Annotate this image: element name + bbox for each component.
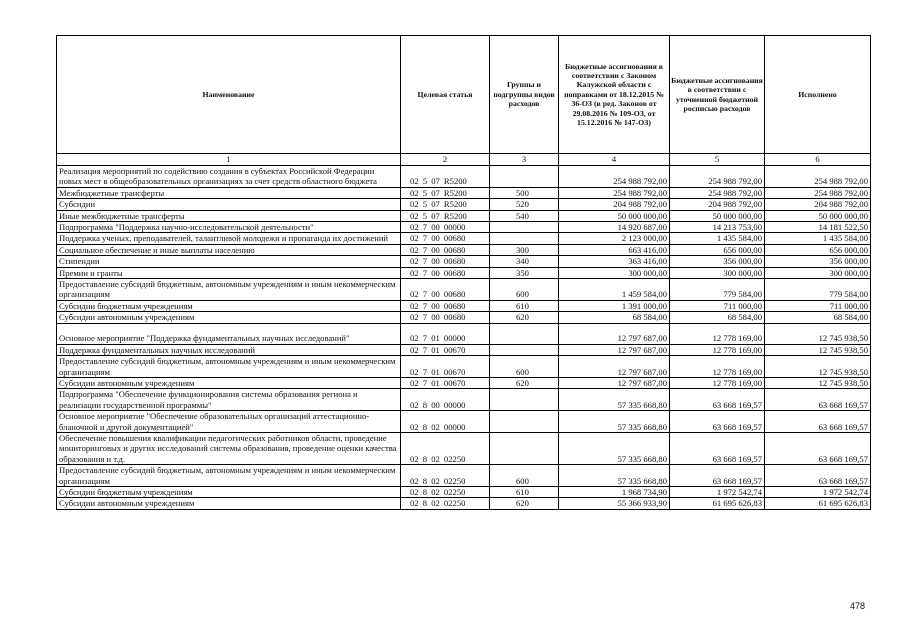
row-expense-group	[490, 166, 559, 188]
row-expense-group	[490, 323, 559, 344]
row-executed-amount: 356 000,00	[765, 256, 871, 267]
row-expense-group	[490, 432, 559, 464]
row-schedule-amount: 1 435 584,00	[670, 233, 765, 244]
row-target-article: 02 5 07 R5200	[401, 187, 490, 198]
row-executed-amount: 12 745 938,50	[765, 323, 871, 344]
column-number: 2	[401, 154, 490, 166]
column-number: 3	[490, 154, 559, 166]
row-executed-amount: 63 668 169,57	[765, 389, 871, 411]
row-name: Предоставление субсидий бюджетным, автономным учреждениям и иным некоммерческим организациям	[57, 465, 401, 487]
row-executed-amount: 300 000,00	[765, 267, 871, 278]
header-executed: Исполнено	[765, 36, 871, 154]
row-executed-amount: 1 435 584,00	[765, 233, 871, 244]
row-executed-amount: 656 000,00	[765, 244, 871, 255]
table-row	[57, 432, 871, 464]
row-schedule-amount: 63 668 169,57	[670, 465, 765, 487]
table-row	[57, 233, 871, 244]
row-law-amount: 57 335 668,80	[559, 389, 670, 411]
table-row	[57, 323, 871, 344]
row-name: Стипендии	[57, 256, 401, 267]
row-target-article: 02 7 00 00680	[401, 279, 490, 301]
header-name: Наименование	[57, 36, 401, 154]
row-name: Субсидии автономным учреждениям	[57, 377, 401, 388]
row-schedule-amount: 656 000,00	[670, 244, 765, 255]
row-expense-group: 350	[490, 267, 559, 278]
table-row	[57, 210, 871, 221]
table-row	[57, 199, 871, 210]
row-expense-group	[490, 344, 559, 355]
row-expense-group: 520	[490, 199, 559, 210]
row-target-article: 02 8 00 00000	[401, 389, 490, 411]
row-name: Социальное обеспечение и иные выплаты населению	[57, 244, 401, 255]
row-expense-group	[490, 411, 559, 433]
row-name: Подпрограмма "Обеспечение функционирования системы образования региона и реализации государственной программы"	[57, 389, 401, 411]
table-row	[57, 187, 871, 198]
row-executed-amount: 50 000 000,00	[765, 210, 871, 221]
row-schedule-amount: 1 972 542,74	[670, 486, 765, 497]
row-schedule-amount: 63 668 169,57	[670, 432, 765, 464]
row-schedule-amount: 12 778 169,00	[670, 323, 765, 344]
row-expense-group: 340	[490, 256, 559, 267]
row-executed-amount: 254 988 792,00	[765, 187, 871, 198]
row-law-amount: 14 920 687,00	[559, 222, 670, 233]
table-body	[57, 166, 871, 510]
row-executed-amount: 12 745 938,50	[765, 344, 871, 355]
row-law-amount: 254 988 792,00	[559, 187, 670, 198]
header-row	[57, 36, 871, 154]
row-target-article: 02 7 00 00000	[401, 222, 490, 233]
row-name: Основное мероприятие "Обеспечение образовательных организаций аттестационно-бланочной и другой документацией"	[57, 411, 401, 433]
table-row	[57, 279, 871, 301]
table-row	[57, 411, 871, 433]
row-name: Поддержка фундаментальных научных исследований	[57, 344, 401, 355]
row-target-article: 02 8 02 00000	[401, 411, 490, 433]
row-executed-amount: 63 668 169,57	[765, 465, 871, 487]
row-executed-amount: 254 988 792,00	[765, 166, 871, 188]
row-law-amount: 12 797 687,00	[559, 323, 670, 344]
row-name: Иные межбюджетные трансферты	[57, 210, 401, 221]
row-law-amount: 57 335 668,80	[559, 411, 670, 433]
row-law-amount: 12 797 687,00	[559, 344, 670, 355]
row-law-amount: 50 000 000,00	[559, 210, 670, 221]
table-row	[57, 244, 871, 255]
row-target-article: 02 8 02 02250	[401, 465, 490, 487]
row-expense-group: 620	[490, 312, 559, 323]
row-executed-amount: 779 584,00	[765, 279, 871, 301]
row-name: Субсидии	[57, 199, 401, 210]
table-row	[57, 389, 871, 411]
row-law-amount: 1 968 734,90	[559, 486, 670, 497]
row-law-amount: 300 000,00	[559, 267, 670, 278]
row-target-article: 02 5 07 R5200	[401, 199, 490, 210]
row-law-amount: 12 797 687,00	[559, 377, 670, 388]
budget-table	[56, 35, 871, 510]
row-executed-amount: 61 695 626,83	[765, 498, 871, 509]
row-law-amount: 663 416,00	[559, 244, 670, 255]
row-schedule-amount: 68 584,00	[670, 312, 765, 323]
row-name: Межбюджетные трансферты	[57, 187, 401, 198]
row-name: Поддержка ученых, преподавателей, талантливой молодежи и пропаганда их достижений	[57, 233, 401, 244]
row-executed-amount: 204 988 792,00	[765, 199, 871, 210]
row-name: Субсидии бюджетным учреждениям	[57, 300, 401, 311]
table-row	[57, 377, 871, 388]
row-executed-amount: 68 584,00	[765, 312, 871, 323]
row-expense-group: 600	[490, 465, 559, 487]
row-executed-amount: 12 745 938,50	[765, 356, 871, 378]
row-schedule-amount: 254 988 792,00	[670, 166, 765, 188]
header-expense-groups: Группы и подгруппы видов расходов	[490, 36, 559, 154]
row-schedule-amount: 254 988 792,00	[670, 187, 765, 198]
row-name: Обеспечение повышения квалификации педагогических работников области, проведение мониторинговых и других исследований системы образования, проведение оценки качества образования и т.д.	[57, 432, 401, 464]
row-target-article: 02 7 01 00670	[401, 344, 490, 355]
row-expense-group	[490, 222, 559, 233]
row-target-article: 02 5 07 R5200	[401, 166, 490, 188]
row-target-article: 02 7 00 00680	[401, 267, 490, 278]
row-name: Субсидии автономным учреждениям	[57, 312, 401, 323]
row-name: Реализация мероприятий по содействию создания в субъектах Российской Федерации новых мест в общеобразовательных организациях за счет средств областного бюджета	[57, 166, 401, 188]
row-name: Премии и гранты	[57, 267, 401, 278]
header-schedule-allocations: Бюджетные ассигнования в соответствии с уточненной бюджетной росписью расходов	[670, 36, 765, 154]
row-target-article: 02 7 01 00670	[401, 356, 490, 378]
row-target-article: 02 7 00 00680	[401, 312, 490, 323]
row-target-article: 02 7 00 00680	[401, 300, 490, 311]
table-row	[57, 344, 871, 355]
row-law-amount: 12 797 687,00	[559, 356, 670, 378]
row-expense-group: 300	[490, 244, 559, 255]
table-row	[57, 312, 871, 323]
row-law-amount: 204 988 792,00	[559, 199, 670, 210]
row-law-amount: 57 335 668,80	[559, 432, 670, 464]
row-law-amount: 2 123 000,00	[559, 233, 670, 244]
header-target-article: Целевая статья	[401, 36, 490, 154]
row-law-amount: 363 416,00	[559, 256, 670, 267]
column-number: 6	[765, 154, 871, 166]
row-schedule-amount: 356 000,00	[670, 256, 765, 267]
row-schedule-amount: 12 778 169,00	[670, 377, 765, 388]
table-row	[57, 256, 871, 267]
row-executed-amount: 1 972 542,74	[765, 486, 871, 497]
row-target-article: 02 8 02 02250	[401, 486, 490, 497]
row-law-amount: 254 988 792,00	[559, 166, 670, 188]
column-number: 5	[670, 154, 765, 166]
row-expense-group	[490, 389, 559, 411]
table-row	[57, 486, 871, 497]
row-expense-group: 610	[490, 300, 559, 311]
row-expense-group: 540	[490, 210, 559, 221]
row-schedule-amount: 779 584,00	[670, 279, 765, 301]
row-schedule-amount: 14 213 753,00	[670, 222, 765, 233]
row-target-article: 02 7 01 00670	[401, 377, 490, 388]
table-row	[57, 465, 871, 487]
row-executed-amount: 711 000,00	[765, 300, 871, 311]
table-row	[57, 498, 871, 509]
row-expense-group: 600	[490, 279, 559, 301]
row-schedule-amount: 63 668 169,57	[670, 389, 765, 411]
row-schedule-amount: 63 668 169,57	[670, 411, 765, 433]
row-name: Предоставление субсидий бюджетным, автономным учреждениям и иным некоммерческим организациям	[57, 279, 401, 301]
row-executed-amount: 14 181 522,50	[765, 222, 871, 233]
row-name: Субсидии автономным учреждениям	[57, 498, 401, 509]
table-row	[57, 222, 871, 233]
row-law-amount: 68 584,00	[559, 312, 670, 323]
table-row	[57, 356, 871, 378]
row-name: Предоставление субсидий бюджетным, автономным учреждениям и иным некоммерческим организациям	[57, 356, 401, 378]
row-target-article: 02 7 00 00680	[401, 233, 490, 244]
row-executed-amount: 12 745 938,50	[765, 377, 871, 388]
row-target-article: 02 8 02 02250	[401, 498, 490, 509]
table-row	[57, 300, 871, 311]
row-expense-group	[490, 233, 559, 244]
column-number-row	[57, 154, 871, 166]
row-target-article: 02 7 00 00680	[401, 244, 490, 255]
row-law-amount: 57 335 668,80	[559, 465, 670, 487]
row-target-article: 02 5 07 R5200	[401, 210, 490, 221]
table-row	[57, 166, 871, 188]
row-law-amount: 55 366 933,90	[559, 498, 670, 509]
row-schedule-amount: 50 000 000,00	[670, 210, 765, 221]
row-law-amount: 1 391 000,00	[559, 300, 670, 311]
row-schedule-amount: 711 000,00	[670, 300, 765, 311]
row-executed-amount: 63 668 169,57	[765, 432, 871, 464]
row-schedule-amount: 61 695 626,83	[670, 498, 765, 509]
row-expense-group: 620	[490, 377, 559, 388]
page-number: 478	[850, 601, 866, 611]
row-expense-group: 500	[490, 187, 559, 198]
row-target-article: 02 7 01 00000	[401, 323, 490, 344]
row-target-article: 02 7 00 00680	[401, 256, 490, 267]
table-row	[57, 267, 871, 278]
row-executed-amount: 63 668 169,57	[765, 411, 871, 433]
row-schedule-amount: 12 778 169,00	[670, 356, 765, 378]
header-law-allocations: Бюджетные ассигнования в соответствии с Законом Калужской области с поправками от 18.12.2015 № 36-ОЗ (в ред. Законов от 29.08.2016 № 109-ОЗ, от 15.12.2016 № 147-ОЗ)	[559, 36, 670, 154]
row-target-article: 02 8 02 02250	[401, 432, 490, 464]
row-name: Основное мероприятие "Поддержка фундаментальных научных исследований"	[57, 323, 401, 344]
row-name: Подпрограмма "Поддержка научно-исследовательской деятельности"	[57, 222, 401, 233]
row-expense-group: 610	[490, 486, 559, 497]
column-number: 1	[57, 154, 401, 166]
row-expense-group: 620	[490, 498, 559, 509]
row-name: Субсидии бюджетным учреждениям	[57, 486, 401, 497]
row-schedule-amount: 12 778 169,00	[670, 344, 765, 355]
row-schedule-amount: 300 000,00	[670, 267, 765, 278]
row-schedule-amount: 204 988 792,00	[670, 199, 765, 210]
row-expense-group: 600	[490, 356, 559, 378]
row-law-amount: 1 459 584,00	[559, 279, 670, 301]
column-number: 4	[559, 154, 670, 166]
